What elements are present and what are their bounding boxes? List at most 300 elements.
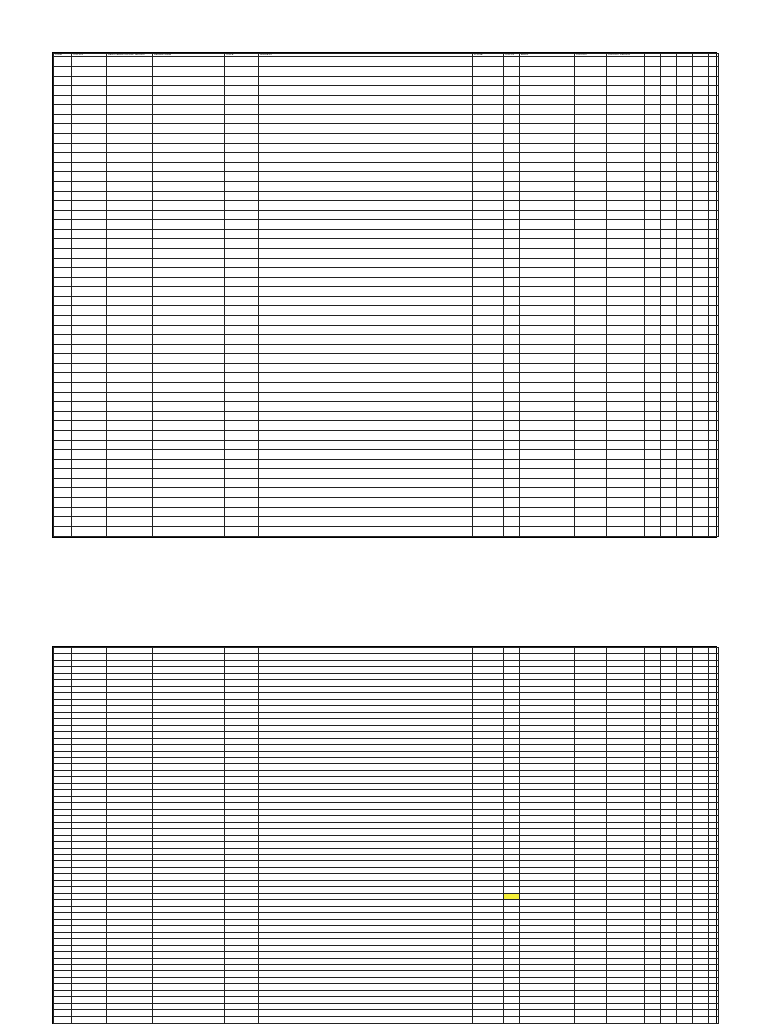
cell-x4 — [693, 344, 709, 354]
cell-x4 — [693, 143, 709, 153]
cell-branch — [107, 162, 153, 172]
cell-status — [504, 248, 520, 258]
cell-x1 — [645, 344, 661, 354]
cell-x5 — [709, 478, 719, 488]
cell-phone — [473, 526, 504, 536]
table-row — [54, 488, 719, 498]
cell-name — [153, 162, 225, 172]
cell-code — [54, 498, 72, 508]
cell-x4 — [693, 517, 709, 527]
cell-x5 — [709, 402, 719, 412]
cell-station — [72, 277, 107, 287]
table-row — [54, 363, 719, 373]
cell-x3 — [677, 134, 693, 144]
cell-station — [72, 220, 107, 230]
cell-x3 — [677, 86, 693, 96]
cell-x3 — [677, 411, 693, 421]
cell-phone — [473, 143, 504, 153]
cell-station — [72, 411, 107, 421]
cell-person — [607, 201, 645, 211]
cell-email — [520, 229, 575, 239]
cell-name — [153, 220, 225, 230]
cell-x1 — [645, 95, 661, 105]
table-row — [54, 239, 719, 249]
cell-branch — [107, 335, 153, 345]
cell-x3 — [677, 344, 693, 354]
cell-phone — [473, 354, 504, 364]
cell-name — [153, 450, 225, 460]
cell-phone — [473, 498, 504, 508]
cell-station — [72, 153, 107, 163]
cell-x1 — [645, 220, 661, 230]
cell-x1 — [645, 411, 661, 421]
cell-x2 — [661, 459, 677, 469]
cell-station — [72, 210, 107, 220]
cell-x5 — [709, 459, 719, 469]
cell-state — [225, 430, 259, 440]
data-table-bottom — [53, 647, 719, 1024]
table-row — [54, 191, 719, 201]
cell-x5 — [709, 450, 719, 460]
cell-x1 — [645, 143, 661, 153]
cell-branch — [107, 76, 153, 86]
table-row — [54, 296, 719, 306]
cell-station — [72, 191, 107, 201]
table-row — [54, 517, 719, 527]
cell-state — [225, 220, 259, 230]
cell-status — [504, 210, 520, 220]
cell-contact — [575, 229, 607, 239]
cell-status — [504, 201, 520, 211]
cell-state — [225, 287, 259, 297]
cell-x2 — [661, 421, 677, 431]
cell-email — [520, 162, 575, 172]
cell-x3 — [677, 287, 693, 297]
cell-state — [225, 105, 259, 115]
cell-address — [259, 507, 473, 517]
cell-x5 — [709, 191, 719, 201]
cell-address — [259, 335, 473, 345]
cell-code — [54, 373, 72, 383]
cell-person — [607, 86, 645, 96]
cell-name — [153, 134, 225, 144]
cell-phone — [473, 114, 504, 124]
cell-station — [72, 172, 107, 182]
cell-status — [504, 373, 520, 383]
cell-email — [520, 296, 575, 306]
cell-x3 — [677, 105, 693, 115]
cell-x1 — [645, 134, 661, 144]
cell-status — [504, 383, 520, 393]
data-table-top — [53, 53, 719, 537]
cell-status — [504, 421, 520, 431]
cell-x2 — [661, 383, 677, 393]
cell-branch — [107, 287, 153, 297]
cell-x5 — [709, 124, 719, 134]
cell-station — [72, 296, 107, 306]
cell-x3 — [677, 143, 693, 153]
cell-name — [153, 411, 225, 421]
cell-state — [225, 181, 259, 191]
cell-x2 — [661, 354, 677, 364]
cell-email — [520, 316, 575, 326]
cell-code — [54, 488, 72, 498]
cell-state — [225, 66, 259, 76]
cell-phone — [473, 402, 504, 412]
cell-name — [153, 86, 225, 96]
cell-branch — [107, 181, 153, 191]
cell-person — [607, 210, 645, 220]
cell-code — [54, 76, 72, 86]
cell-x5 — [709, 268, 719, 278]
cell-x5 — [709, 498, 719, 508]
cell-x3 — [677, 335, 693, 345]
cell-station — [72, 114, 107, 124]
cell-state — [225, 526, 259, 536]
cell-x1 — [645, 498, 661, 508]
cell-x1 — [645, 239, 661, 249]
cell-x4 — [693, 411, 709, 421]
cell-x5 — [709, 373, 719, 383]
cell-x5 — [709, 95, 719, 105]
cell-x4 — [693, 86, 709, 96]
cell-status — [504, 478, 520, 488]
cell-contact — [575, 363, 607, 373]
cell-station — [72, 143, 107, 153]
cell-contact — [575, 105, 607, 115]
cell-branch — [107, 450, 153, 460]
cell-status — [504, 459, 520, 469]
cell-branch — [107, 306, 153, 316]
cell-x1 — [645, 86, 661, 96]
cell-address — [259, 172, 473, 182]
cell-email — [520, 105, 575, 115]
cell-phone — [473, 57, 504, 67]
cell-state — [225, 498, 259, 508]
cell-state — [225, 296, 259, 306]
cell-x5 — [709, 86, 719, 96]
cell-x4 — [693, 373, 709, 383]
cell-status — [504, 450, 520, 460]
cell-branch — [107, 248, 153, 258]
cell-x1 — [645, 114, 661, 124]
cell-station — [72, 316, 107, 326]
column-header: EMAIL — [520, 54, 575, 57]
cell-code — [54, 239, 72, 249]
cell-email — [520, 335, 575, 345]
column-header: DEALER NAME — [153, 54, 225, 57]
cell-address — [259, 498, 473, 508]
cell-code — [54, 124, 72, 134]
table-row — [54, 220, 719, 230]
cell-branch — [107, 1016, 153, 1023]
cell-x2 — [661, 210, 677, 220]
cell-x4 — [693, 277, 709, 287]
cell-email — [520, 66, 575, 76]
cell-branch — [107, 430, 153, 440]
cell-station — [72, 201, 107, 211]
cell-person — [607, 277, 645, 287]
cell-x2 — [661, 430, 677, 440]
table-row — [54, 76, 719, 86]
cell-x2 — [661, 526, 677, 536]
cell-contact — [575, 201, 607, 211]
cell-x1 — [645, 507, 661, 517]
cell-x2 — [661, 296, 677, 306]
cell-name — [153, 517, 225, 527]
cell-x2 — [661, 172, 677, 182]
cell-x3 — [677, 76, 693, 86]
cell-person — [607, 57, 645, 67]
cell-email — [520, 430, 575, 440]
cell-x1 — [645, 325, 661, 335]
cell-station — [72, 268, 107, 278]
column-header: STATION — [72, 54, 107, 57]
table-row — [54, 268, 719, 278]
table-row — [54, 507, 719, 517]
cell-x3 — [677, 306, 693, 316]
cell-contact — [575, 153, 607, 163]
cell-code — [54, 459, 72, 469]
cell-branch — [107, 134, 153, 144]
cell-status — [504, 114, 520, 124]
cell-x3 — [677, 421, 693, 431]
cell-x1 — [645, 373, 661, 383]
cell-code — [54, 526, 72, 536]
cell-state — [225, 248, 259, 258]
cell-x4 — [693, 335, 709, 345]
cell-status — [504, 335, 520, 345]
cell-name — [153, 526, 225, 536]
cell-branch — [107, 239, 153, 249]
cell-x4 — [693, 392, 709, 402]
cell-email — [520, 498, 575, 508]
cell-x2 — [661, 268, 677, 278]
cell-x4 — [693, 191, 709, 201]
cell-x3 — [677, 526, 693, 536]
cell-phone — [473, 421, 504, 431]
cell-branch — [107, 421, 153, 431]
cell-phone — [473, 306, 504, 316]
cell-address — [259, 325, 473, 335]
cell-email — [520, 344, 575, 354]
cell-x3 — [677, 172, 693, 182]
cell-status — [504, 402, 520, 412]
cell-email — [520, 172, 575, 182]
cell-address — [259, 220, 473, 230]
cell-email — [520, 153, 575, 163]
cell-x1 — [645, 268, 661, 278]
cell-x5 — [709, 1016, 719, 1023]
cell-phone — [473, 76, 504, 86]
cell-contact — [575, 316, 607, 326]
cell-status — [504, 95, 520, 105]
cell-x4 — [693, 421, 709, 431]
cell-phone — [473, 210, 504, 220]
cell-person — [607, 287, 645, 297]
cell-station — [72, 459, 107, 469]
cell-email — [520, 287, 575, 297]
cell-code — [54, 191, 72, 201]
cell-x3 — [677, 507, 693, 517]
cell-address — [259, 469, 473, 479]
cell-x5 — [709, 344, 719, 354]
cell-x3 — [677, 66, 693, 76]
cell-code — [54, 66, 72, 76]
cell-address — [259, 268, 473, 278]
cell-name — [153, 287, 225, 297]
cell-state — [225, 488, 259, 498]
cell-state — [225, 191, 259, 201]
cell-status — [504, 498, 520, 508]
cell-code — [54, 478, 72, 488]
cell-branch — [107, 316, 153, 326]
cell-state — [225, 114, 259, 124]
cell-status — [504, 277, 520, 287]
cell-contact — [575, 172, 607, 182]
cell-code — [54, 517, 72, 527]
table-row — [54, 498, 719, 508]
cell-x5 — [709, 430, 719, 440]
cell-status — [504, 229, 520, 239]
cell-email — [520, 143, 575, 153]
cell-x1 — [645, 57, 661, 67]
cell-x4 — [693, 296, 709, 306]
cell-station — [72, 440, 107, 450]
cell-status — [504, 172, 520, 182]
table-row — [54, 478, 719, 488]
cell-email — [520, 239, 575, 249]
cell-state — [225, 421, 259, 431]
cell-station — [72, 517, 107, 527]
cell-x3 — [677, 124, 693, 134]
cell-status — [504, 124, 520, 134]
cell-x1 — [645, 124, 661, 134]
cell-state — [225, 392, 259, 402]
cell-code — [54, 306, 72, 316]
cell-phone — [473, 478, 504, 488]
cell-code — [54, 248, 72, 258]
cell-name — [153, 229, 225, 239]
cell-x1 — [645, 258, 661, 268]
cell-branch — [107, 517, 153, 527]
column-header: STATUS — [504, 54, 520, 57]
column-header: PHONE — [473, 54, 504, 57]
cell-contact — [575, 392, 607, 402]
cell-address — [259, 478, 473, 488]
cell-x5 — [709, 248, 719, 258]
column-header: CODE — [54, 54, 72, 57]
cell-code — [54, 411, 72, 421]
cell-name — [153, 344, 225, 354]
table-row — [54, 66, 719, 76]
cell-x1 — [645, 66, 661, 76]
table-row — [54, 335, 719, 345]
cell-address — [259, 239, 473, 249]
cell-person — [607, 296, 645, 306]
cell-email — [520, 124, 575, 134]
table-row — [54, 229, 719, 239]
cell-x1 — [645, 153, 661, 163]
cell-x5 — [709, 316, 719, 326]
cell-phone — [473, 201, 504, 211]
table-row — [54, 440, 719, 450]
cell-contact — [575, 421, 607, 431]
cell-contact — [575, 373, 607, 383]
cell-x3 — [677, 114, 693, 124]
cell-contact — [575, 430, 607, 440]
cell-name — [153, 440, 225, 450]
cell-x2 — [661, 153, 677, 163]
cell-x1 — [645, 162, 661, 172]
cell-station — [72, 1016, 107, 1023]
cell-x3 — [677, 383, 693, 393]
cell-code — [54, 392, 72, 402]
cell-x2 — [661, 363, 677, 373]
cell-email — [520, 383, 575, 393]
cell-address — [259, 402, 473, 412]
table-row — [54, 325, 719, 335]
cell-station — [72, 478, 107, 488]
cell-branch — [107, 143, 153, 153]
cell-x3 — [677, 430, 693, 440]
cell-phone — [473, 411, 504, 421]
cell-state — [225, 316, 259, 326]
cell-code — [54, 277, 72, 287]
cell-contact — [575, 66, 607, 76]
cell-person — [607, 430, 645, 440]
cell-name — [153, 95, 225, 105]
cell-x5 — [709, 383, 719, 393]
cell-contact — [575, 469, 607, 479]
cell-code — [54, 430, 72, 440]
cell-email — [520, 450, 575, 460]
cell-x2 — [661, 134, 677, 144]
cell-status — [504, 488, 520, 498]
column-header: STATE — [225, 54, 259, 57]
cell-phone — [473, 316, 504, 326]
cell-x1 — [645, 383, 661, 393]
cell-name — [153, 57, 225, 67]
cell-status — [504, 344, 520, 354]
cell-person — [607, 421, 645, 431]
cell-name — [153, 507, 225, 517]
cell-x5 — [709, 469, 719, 479]
cell-x4 — [693, 210, 709, 220]
cell-x1 — [645, 469, 661, 479]
cell-station — [72, 181, 107, 191]
cell-x3 — [677, 402, 693, 412]
cell-email — [520, 277, 575, 287]
cell-x5 — [709, 210, 719, 220]
cell-state — [225, 450, 259, 460]
cell-address — [259, 57, 473, 67]
cell-address — [259, 450, 473, 460]
cell-status — [504, 517, 520, 527]
cell-name — [153, 373, 225, 383]
cell-branch — [107, 258, 153, 268]
cell-email — [520, 201, 575, 211]
cell-x4 — [693, 201, 709, 211]
cell-x5 — [709, 114, 719, 124]
table-row — [54, 354, 719, 364]
cell-address — [259, 316, 473, 326]
table-row — [54, 287, 719, 297]
table-row — [54, 373, 719, 383]
cell-code — [54, 201, 72, 211]
cell-x1 — [645, 105, 661, 115]
cell-phone — [473, 469, 504, 479]
